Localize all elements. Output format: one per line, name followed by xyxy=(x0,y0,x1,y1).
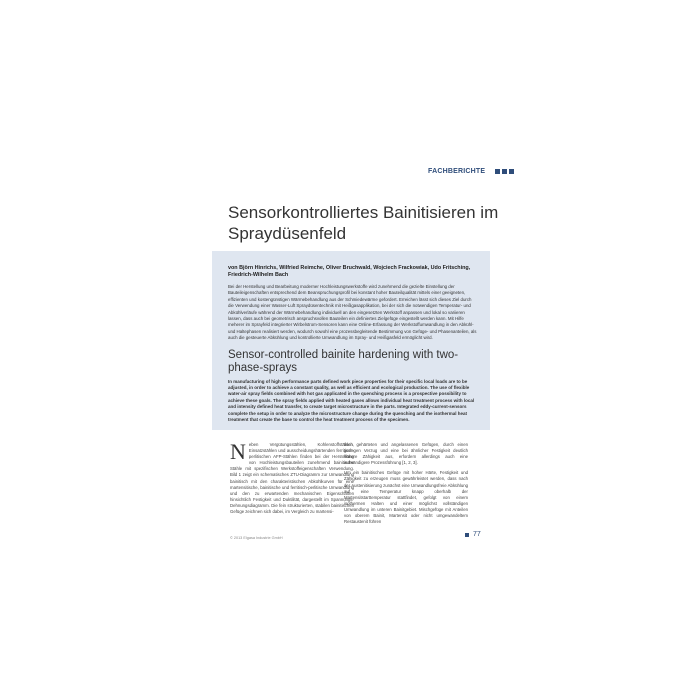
square-icon xyxy=(502,169,507,174)
footer-copyright: © 2013 Elgasa Industrie GmbH xyxy=(230,536,283,540)
abstract-english: In manufacturing of high performance parts defined work piece properties for their specific local loads are to be adjusted, in order to achieve a constant quality, as well as efficient and ecological production. The use of flexible water-air spray fields combined with hot gas applicated in the quenching process is a prospective possibility to achieve these goals. The spray fields applied with heated gases allows individual heat treatment process with local and intensity defined heat transfer, to create target microstructure in the parts. Integrated eddy-current-sensors complete the setup in order to analyze the microstructure change during the quenching and the isothermal heat treatment that create the base to control the heat treatment process of the specimen. xyxy=(228,378,475,423)
section-label: FACHBERICHTE xyxy=(428,168,486,175)
body-paragraph: Um ein bainitisches Gefüge mit hoher Härte, Festigkeit und Zähigkeit zu erzeugen muss gewährleistet werden, dass nach der Austenitisierung zunächst eine Umwandlungsfreie Abkühlung auf eine Temperatur knapp oberhalb der Martensitstarttemperatur stattfindet, gefolgt von einem isothermen Halten und einer möglichst vollständigen Umwandlung im unteren Bainitgebiet. Mischgefüge mit Anteilen von oberem Bainit, Martensit oder nicht umgewandeltem Restaustenit führen xyxy=(344,470,468,525)
square-icon xyxy=(495,169,500,174)
body-paragraph xyxy=(230,439,354,515)
article-title: Sensorkontrolliertes Bainitisieren im Spraydüsenfeld xyxy=(228,203,499,243)
square-icon xyxy=(509,169,514,174)
abstract-german: Bei der Herstellung und Bearbeitung moderner Hochleistungswerkstoffe wird zunehmend die gezielte Einstellung der Bauteileigenschaften entsprechend dem Beanspruchungsprofil bei konstant hoher Bauteilqualität mittels einer geeigneten, effizienten und kostengünstigen Wärmebehandlung aus der Schmiedewärme gefordert. Erreichen lässt sich dieses Ziel durch die Verwendung einer Wasser-Luft Spraydüsentechnik mit Heißgasapplikation, bei der sich die notwendigen Temperatur- und Abkühlverläufe während der Wärmebehandlung individuell an den eingesetzten Werkstoff anpassen und lokal so variieren lassen, dass auch bei geometrisch anspruchsvollen Bauteilen ein definiertes Zielgefüge eingestellt werden kann. Mit Hilfe meherer im Sprayfeld integrierter Wirbelstrom-Sensoren kann eine Online-Erfassung der Werkstoffumwandlung in den Abkühl- und Haltephasen realisiert werden, wodurch sowohl eine prozessbegleitende Bestimmung von Gefüge- und Phasenanteilen, als auch die gesteuerte Abkühlung und kontrollierte Umwandlung im Spray- und Heißgasfeld ermöglicht wird. xyxy=(228,284,477,341)
body-paragraph: tisch gehärteten und angelassenen Gefügen, durch einen geringen Verzug und eine bei ähnlicher Festigkeit deutlich höhere Zähigkeit aus, erfordern allerdings auch eine aufwändigere Prozessführung [1, 2, 3]. xyxy=(344,442,468,466)
authors: von Björn Hinrichs, Wilfried Reimche, Oliver Bruchwald, Wojciech Frackowiak, Udo Fritsching, Friedrich-Wilhelm Bach xyxy=(228,265,471,278)
square-icon xyxy=(465,533,469,537)
body-text: eben Vergütungsstählen, Kohlenstoffstählen, Einsatzstählen und ausscheidungshärtenden ferritisch-perlitischen AFP-Stählen finden bei der Herstellung von Hochleistungsbauteilen zunehmend bainitische Stähle mit spezifischen Werkstoffeigenschaften Verwendung. Bild 1 zeigt ein schematisches ZTU-Diagramm zur Umwandlung bainitisch mit den charakteristischen Abkühlkurven für eine martensitische, bainitische und ferritisch-perlitische Umwandlung und den zu erwartenden mechanischen Eigenschaften hinsichtlich Festigkeit und Duktilität, dargestellt im Spannungs-Dehnungsdiagramm. Die fein strukturierten, stabilen bainitischen Gefüge zeichnen sich dabei, im Vergleich zu martensi- xyxy=(230,442,354,515)
section-header xyxy=(428,168,514,175)
section-squares-icon xyxy=(495,169,514,174)
body-column-2 xyxy=(344,442,468,529)
drop-cap: N xyxy=(230,439,246,464)
body-column-1 xyxy=(230,439,354,519)
page-footer xyxy=(465,531,481,538)
abstract-box xyxy=(212,251,490,430)
english-title: Sensor-controlled bainite hardening with two-phase-sprays xyxy=(228,348,459,374)
page-number: 77 xyxy=(473,531,481,538)
